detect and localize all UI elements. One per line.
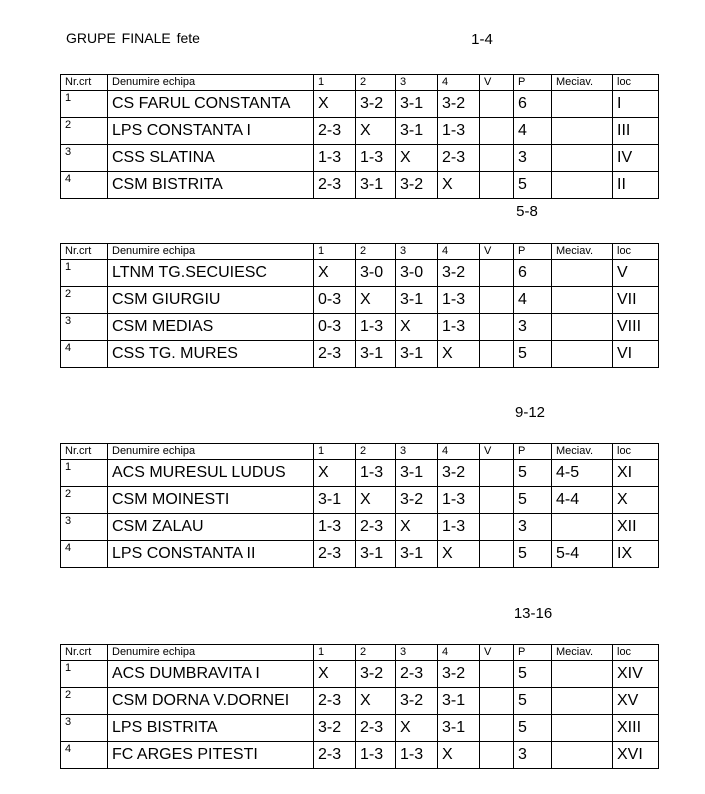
header-2: 2 (356, 645, 396, 661)
cell-nr: 4 (61, 341, 108, 368)
cell-result-4: 2-3 (438, 145, 480, 172)
cell-result-1: X (314, 661, 356, 688)
table-row (61, 287, 659, 314)
group-table-5-8 (60, 243, 659, 368)
header-3: 3 (396, 75, 438, 91)
cell-result-4: 1-3 (438, 287, 480, 314)
cell-team-name: FC ARGES PITESTI (108, 742, 314, 769)
cell-meciav (552, 742, 613, 769)
cell-result-1: 1-3 (314, 514, 356, 541)
table-row (61, 314, 659, 341)
cell-result-4: 1-3 (438, 314, 480, 341)
header-loc: loc (613, 75, 659, 91)
cell-points: 3 (514, 514, 552, 541)
cell-meciav (552, 688, 613, 715)
cell-result-3: 3-1 (396, 287, 438, 314)
cell-nr: 2 (61, 688, 108, 715)
cell-points: 5 (514, 661, 552, 688)
cell-result-2: X (356, 487, 396, 514)
cell-result-3: 1-3 (396, 742, 438, 769)
table-row (61, 118, 659, 145)
table-row (61, 541, 659, 568)
cell-meciav (552, 715, 613, 742)
cell-result-4: 1-3 (438, 514, 480, 541)
cell-result-2: X (356, 118, 396, 145)
header-2: 2 (356, 244, 396, 260)
cell-result-2: 1-3 (356, 314, 396, 341)
cell-result-4: X (438, 172, 480, 199)
cell-result-2: 3-0 (356, 260, 396, 287)
cell-loc: VI (613, 341, 659, 368)
cell-v (480, 688, 514, 715)
cell-loc: VIII (613, 314, 659, 341)
cell-meciav (552, 514, 613, 541)
cell-result-4: X (438, 341, 480, 368)
cell-nr: 1 (61, 460, 108, 487)
cell-points: 3 (514, 742, 552, 769)
cell-result-4: X (438, 541, 480, 568)
header-meciav: Meciav. (552, 645, 613, 661)
header-loc: loc (613, 244, 659, 260)
cell-points: 5 (514, 541, 552, 568)
cell-points: 5 (514, 688, 552, 715)
cell-team-name: ACS DUMBRAVITA I (108, 661, 314, 688)
header-4: 4 (438, 75, 480, 91)
header-v: V (480, 75, 514, 91)
group-table-9-12 (60, 443, 659, 568)
header-v: V (480, 244, 514, 260)
cell-loc: XII (613, 514, 659, 541)
cell-meciav (552, 661, 613, 688)
cell-team-name: LPS CONSTANTA I (108, 118, 314, 145)
group-label-13-16: 13-16 (513, 605, 553, 622)
cell-result-1: X (314, 260, 356, 287)
cell-loc: III (613, 118, 659, 145)
header-meciav: Meciav. (552, 444, 613, 460)
header-1: 1 (314, 244, 356, 260)
cell-result-4: X (438, 742, 480, 769)
header-v: V (480, 444, 514, 460)
cell-team-name: CSM MEDIAS (108, 314, 314, 341)
header-4: 4 (438, 244, 480, 260)
group-table-13-16 (60, 644, 659, 769)
cell-result-3: X (396, 314, 438, 341)
table-row (61, 715, 659, 742)
cell-meciav: 4-5 (552, 460, 613, 487)
cell-meciav: 4-4 (552, 487, 613, 514)
cell-points: 5 (514, 460, 552, 487)
cell-team-name: CSM DORNA V.DORNEI (108, 688, 314, 715)
header-1: 1 (314, 75, 356, 91)
cell-result-2: 3-1 (356, 172, 396, 199)
cell-nr: 2 (61, 118, 108, 145)
table-row (61, 260, 659, 287)
table-header-row (61, 75, 659, 91)
cell-loc: IX (613, 541, 659, 568)
cell-result-3: 3-1 (396, 118, 438, 145)
cell-nr: 3 (61, 145, 108, 172)
header-1: 1 (314, 645, 356, 661)
cell-team-name: CSS TG. MURES (108, 341, 314, 368)
header-nr: Nr.crt (61, 444, 108, 460)
cell-nr: 2 (61, 487, 108, 514)
cell-result-1: 0-3 (314, 314, 356, 341)
group-label-9-12: 9-12 (514, 404, 546, 421)
cell-points: 3 (514, 314, 552, 341)
cell-team-name: CS FARUL CONSTANTA (108, 91, 314, 118)
cell-v (480, 91, 514, 118)
cell-loc: V (613, 260, 659, 287)
cell-loc: VII (613, 287, 659, 314)
header-1: 1 (314, 444, 356, 460)
cell-result-4: 1-3 (438, 118, 480, 145)
page-title: GRUPE FINALE fete (66, 30, 200, 46)
cell-v (480, 460, 514, 487)
header-name: Denumire echipa (108, 75, 314, 91)
table-header-row (61, 244, 659, 260)
cell-v (480, 514, 514, 541)
header-meciav: Meciav. (552, 75, 613, 91)
cell-points: 6 (514, 91, 552, 118)
cell-points: 5 (514, 172, 552, 199)
table-row (61, 487, 659, 514)
cell-meciav (552, 91, 613, 118)
cell-v (480, 341, 514, 368)
cell-result-1: 2-3 (314, 118, 356, 145)
cell-result-1: 3-2 (314, 715, 356, 742)
cell-points: 5 (514, 341, 552, 368)
cell-meciav (552, 172, 613, 199)
cell-team-name: LPS CONSTANTA II (108, 541, 314, 568)
cell-result-2: 1-3 (356, 742, 396, 769)
cell-team-name: ACS MURESUL LUDUS (108, 460, 314, 487)
cell-result-2: 2-3 (356, 514, 396, 541)
header-name: Denumire echipa (108, 444, 314, 460)
cell-result-2: 1-3 (356, 145, 396, 172)
header-4: 4 (438, 444, 480, 460)
cell-loc: IV (613, 145, 659, 172)
cell-points: 4 (514, 287, 552, 314)
cell-result-4: 3-2 (438, 91, 480, 118)
cell-team-name: CSS SLATINA (108, 145, 314, 172)
cell-team-name: CSM MOINESTI (108, 487, 314, 514)
cell-result-1: 3-1 (314, 487, 356, 514)
group-label-5-8: 5-8 (516, 203, 538, 220)
cell-nr: 1 (61, 661, 108, 688)
header-p: P (514, 244, 552, 260)
cell-points: 3 (514, 145, 552, 172)
cell-team-name: LPS BISTRITA (108, 715, 314, 742)
cell-result-2: X (356, 688, 396, 715)
group-label-1-4: 1-4 (471, 31, 493, 48)
header-name: Denumire echipa (108, 244, 314, 260)
cell-nr: 3 (61, 314, 108, 341)
cell-result-4: 3-1 (438, 688, 480, 715)
cell-nr: 4 (61, 541, 108, 568)
cell-result-2: 3-2 (356, 91, 396, 118)
table-row (61, 341, 659, 368)
cell-result-1: 0-3 (314, 287, 356, 314)
cell-result-3: 3-2 (396, 172, 438, 199)
cell-v (480, 661, 514, 688)
cell-loc: XVI (613, 742, 659, 769)
cell-v (480, 715, 514, 742)
table-row (61, 172, 659, 199)
header-loc: loc (613, 645, 659, 661)
cell-result-2: 3-1 (356, 341, 396, 368)
cell-loc: I (613, 91, 659, 118)
cell-result-3: 3-1 (396, 460, 438, 487)
table-header-row (61, 444, 659, 460)
header-name: Denumire echipa (108, 645, 314, 661)
cell-loc: II (613, 172, 659, 199)
header-p: P (514, 645, 552, 661)
cell-result-1: 1-3 (314, 145, 356, 172)
header-2: 2 (356, 444, 396, 460)
cell-loc: XI (613, 460, 659, 487)
cell-team-name: CSM BISTRITA (108, 172, 314, 199)
cell-meciav (552, 260, 613, 287)
cell-meciav (552, 118, 613, 145)
cell-nr: 4 (61, 742, 108, 769)
header-nr: Nr.crt (61, 244, 108, 260)
table-row (61, 688, 659, 715)
cell-result-2: 3-1 (356, 541, 396, 568)
cell-points: 6 (514, 260, 552, 287)
table-row (61, 145, 659, 172)
cell-meciav (552, 341, 613, 368)
cell-result-4: 3-2 (438, 661, 480, 688)
header-3: 3 (396, 244, 438, 260)
cell-result-1: 2-3 (314, 341, 356, 368)
cell-points: 4 (514, 118, 552, 145)
cell-result-3: 3-1 (396, 91, 438, 118)
table-header-row (61, 645, 659, 661)
cell-result-1: 2-3 (314, 742, 356, 769)
cell-result-1: 2-3 (314, 688, 356, 715)
cell-result-1: 2-3 (314, 541, 356, 568)
cell-loc: X (613, 487, 659, 514)
group-table-1-4 (60, 74, 659, 199)
cell-result-4: 3-2 (438, 260, 480, 287)
cell-result-3: 3-0 (396, 260, 438, 287)
cell-points: 5 (514, 715, 552, 742)
header-p: P (514, 75, 552, 91)
cell-v (480, 742, 514, 769)
cell-nr: 1 (61, 91, 108, 118)
cell-loc: XIV (613, 661, 659, 688)
cell-result-2: 3-2 (356, 661, 396, 688)
cell-result-3: 2-3 (396, 661, 438, 688)
header-loc: loc (613, 444, 659, 460)
cell-nr: 1 (61, 260, 108, 287)
table-row (61, 514, 659, 541)
cell-result-2: 2-3 (356, 715, 396, 742)
cell-result-3: 3-2 (396, 688, 438, 715)
cell-loc: XIII (613, 715, 659, 742)
cell-v (480, 145, 514, 172)
cell-v (480, 314, 514, 341)
cell-nr: 2 (61, 287, 108, 314)
header-4: 4 (438, 645, 480, 661)
cell-result-1: X (314, 91, 356, 118)
table-row (61, 742, 659, 769)
cell-v (480, 172, 514, 199)
header-p: P (514, 444, 552, 460)
cell-team-name: CSM GIURGIU (108, 287, 314, 314)
cell-result-3: 3-2 (396, 487, 438, 514)
cell-nr: 3 (61, 514, 108, 541)
cell-result-3: X (396, 514, 438, 541)
cell-result-1: X (314, 460, 356, 487)
cell-result-2: 1-3 (356, 460, 396, 487)
header-nr: Nr.crt (61, 645, 108, 661)
table-row (61, 91, 659, 118)
cell-result-3: X (396, 145, 438, 172)
cell-result-2: X (356, 287, 396, 314)
cell-v (480, 287, 514, 314)
cell-result-3: 3-1 (396, 541, 438, 568)
cell-v (480, 487, 514, 514)
cell-result-1: 2-3 (314, 172, 356, 199)
cell-result-3: 3-1 (396, 341, 438, 368)
header-v: V (480, 645, 514, 661)
cell-loc: XV (613, 688, 659, 715)
cell-v (480, 541, 514, 568)
cell-team-name: CSM ZALAU (108, 514, 314, 541)
cell-v (480, 260, 514, 287)
cell-nr: 3 (61, 715, 108, 742)
header-nr: Nr.crt (61, 75, 108, 91)
header-2: 2 (356, 75, 396, 91)
cell-meciav (552, 314, 613, 341)
cell-nr: 4 (61, 172, 108, 199)
table-row (61, 460, 659, 487)
cell-meciav (552, 287, 613, 314)
cell-meciav: 5-4 (552, 541, 613, 568)
header-meciav: Meciav. (552, 244, 613, 260)
cell-team-name: LTNM TG.SECUIESC (108, 260, 314, 287)
header-3: 3 (396, 645, 438, 661)
cell-result-4: 1-3 (438, 487, 480, 514)
cell-result-3: X (396, 715, 438, 742)
table-row (61, 661, 659, 688)
header-3: 3 (396, 444, 438, 460)
cell-meciav (552, 145, 613, 172)
cell-result-4: 3-1 (438, 715, 480, 742)
cell-points: 5 (514, 487, 552, 514)
cell-v (480, 118, 514, 145)
cell-result-4: 3-2 (438, 460, 480, 487)
